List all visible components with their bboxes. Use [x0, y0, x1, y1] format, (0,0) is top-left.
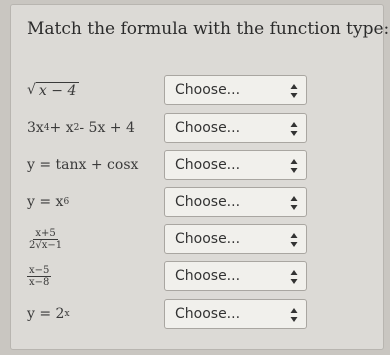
match-row-2: [11, 111, 383, 145]
match-row-3: [11, 148, 383, 182]
match-row-1: [11, 73, 383, 107]
up-down-arrows-icon: [290, 269, 298, 285]
formula-power: y = x 6: [27, 194, 70, 210]
up-down-arrows-icon: [290, 158, 298, 174]
choose-label: Choose...: [175, 306, 241, 322]
match-row-5: [11, 222, 383, 256]
match-row-7: [11, 297, 383, 331]
choose-label: Choose...: [175, 82, 241, 98]
formula-polynomial: 3x 4 + x 2 - 5x + 4: [27, 120, 135, 136]
formula-sqrt: [27, 73, 79, 107]
choose-select-6[interactable]: [164, 261, 307, 291]
fraction: $\frac{x-5}{x-8}$: [29, 264, 50, 288]
up-down-arrows-icon: [290, 307, 298, 323]
formula-exponential: y = 2 x: [27, 306, 70, 322]
choose-label: Choose...: [175, 231, 241, 247]
up-down-arrows-icon: [290, 121, 298, 137]
radicand: x − 4: [36, 82, 79, 99]
formula-trig: y = tanx + cosx: [27, 157, 139, 173]
up-down-arrows-icon: [290, 195, 298, 211]
formula-rational: [27, 259, 51, 293]
up-down-arrows-icon: [290, 83, 298, 99]
choose-label: Choose...: [175, 194, 241, 210]
match-row-6: [11, 259, 383, 293]
choose-select-1[interactable]: [164, 75, 307, 105]
choose-label: Choose...: [175, 157, 241, 173]
choose-select-7[interactable]: [164, 299, 307, 329]
up-down-arrows-icon: [290, 232, 298, 248]
sqrt-symbol: √: [27, 81, 36, 98]
choose-select-4[interactable]: [164, 187, 307, 217]
choose-select-3[interactable]: [164, 150, 307, 180]
question-panel: [10, 4, 390, 350]
formula-rational-sqrt: [27, 222, 64, 256]
match-row-4: [11, 185, 383, 219]
choose-select-5[interactable]: [164, 224, 307, 254]
fraction: $\frac{x+5}{2√x-1}$: [29, 227, 63, 251]
choose-label: Choose...: [175, 268, 241, 284]
choose-label: Choose...: [175, 120, 241, 136]
choose-select-2[interactable]: [164, 113, 307, 143]
question-prompt: Match the formula with the function type:: [27, 19, 390, 39]
